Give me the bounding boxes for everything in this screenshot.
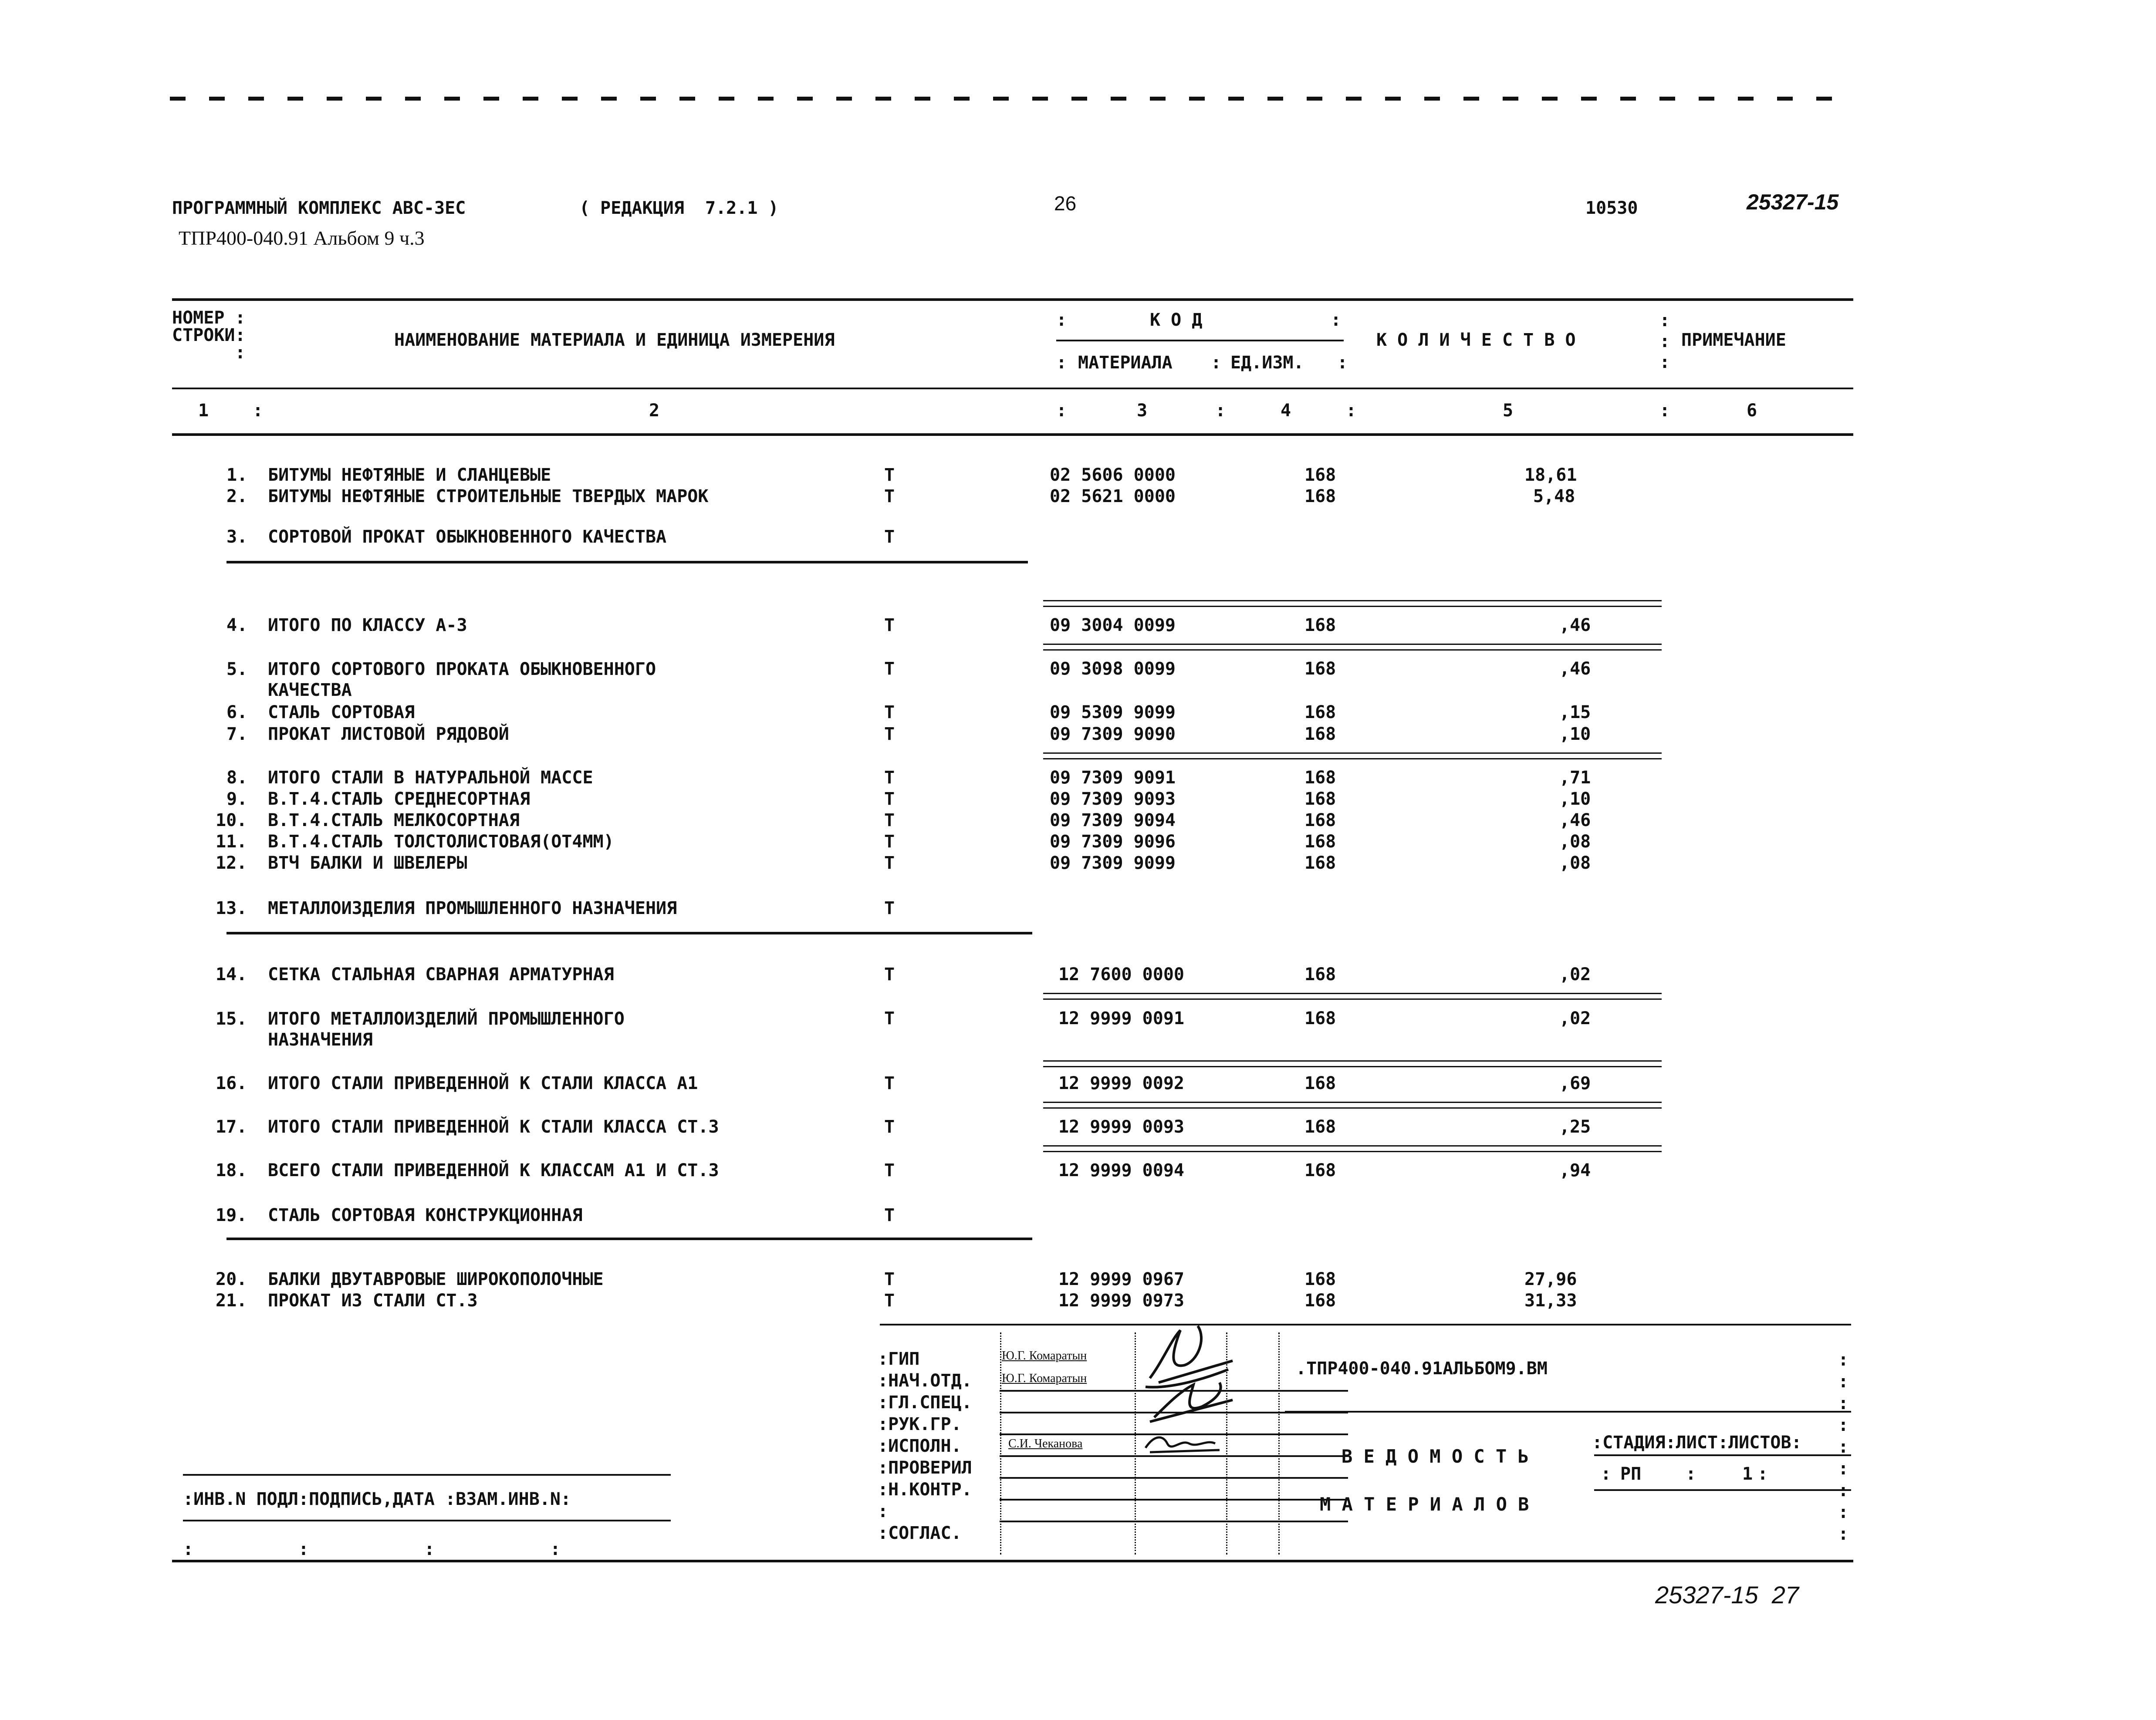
row-qty: ,46	[1559, 810, 1591, 830]
section-rule	[226, 1238, 1032, 1240]
row-ed: 168	[1304, 853, 1336, 873]
total-separator	[1043, 600, 1662, 607]
row-unit: Т	[884, 702, 895, 722]
row-ed: 168	[1304, 832, 1336, 852]
row-code: 12 9999 0093	[1058, 1117, 1184, 1137]
stamp-role: :СОГЛАС.	[878, 1523, 962, 1543]
row-name: ВТЧ БАЛКИ И ШВЕЛЕРЫ	[268, 853, 467, 873]
row-name: ИТОГО СОРТОВОГО ПРОКАТА ОБЫКНОВЕННОГО КАЧЕСТВА	[268, 659, 656, 700]
row-code: 09 7309 9099	[1050, 853, 1176, 873]
stamp-role: :РУК.ГР.	[878, 1414, 962, 1434]
row-code: 12 7600 0000	[1058, 965, 1184, 985]
row-number: 4.	[226, 615, 248, 635]
col-index-sep-4: :	[1346, 401, 1357, 421]
row-number: 9.	[226, 789, 248, 809]
row-ed: 168	[1304, 615, 1336, 635]
section-rule	[226, 932, 1032, 934]
row-ed: 168	[1304, 659, 1336, 679]
row-name: ИТОГО СТАЛИ ПРИВЕДЕННОЙ К СТАЛИ КЛАССА СТ.3	[268, 1117, 719, 1137]
row-unit: Т	[884, 1008, 895, 1029]
table-top-rule	[172, 298, 1853, 301]
row-code: 09 7309 9096	[1050, 832, 1176, 852]
inventory-top-rule	[183, 1474, 671, 1476]
row-code: 02 5606 0000	[1050, 465, 1176, 485]
sheet-value: 1	[1742, 1464, 1753, 1484]
page-number: 26	[1054, 192, 1077, 215]
row-ed: 168	[1304, 768, 1336, 788]
col-code-colon-3: :	[1211, 353, 1222, 373]
total-separator	[1043, 752, 1662, 759]
stamp-col	[1278, 1332, 1280, 1555]
row-number: 18.	[216, 1160, 247, 1180]
stamp-sign-line	[1000, 1499, 1348, 1501]
row-name: ВСЕГО СТАЛИ ПРИВЕДЕННОЙ К КЛАССАМ А1 И СТ.3	[268, 1160, 719, 1180]
row-qty: ,02	[1559, 965, 1591, 985]
row-unit: Т	[884, 1269, 895, 1289]
stamp-bottom-rule	[172, 1560, 1853, 1562]
row-qty: ,02	[1559, 1008, 1591, 1029]
signature-komaratyn-1	[1132, 1313, 1246, 1430]
row-qty: 18,61	[1524, 465, 1577, 485]
col-code-header: К О Д	[1150, 310, 1203, 330]
row-number: 8.	[226, 768, 248, 788]
row-qty: ,25	[1559, 1117, 1591, 1137]
row-name: В.Т.4.СТАЛЬ МЕЛКОСОРТНАЯ	[268, 810, 520, 830]
program-title: ПРОГРАММНЫЙ КОМПЛЕКС АВС-3ЕС	[172, 198, 466, 218]
stamp-role: :Н.КОНТР.	[878, 1480, 972, 1500]
row-name: ИТОГО СТАЛИ В НАТУРАЛЬНОЙ МАССЕ	[268, 768, 593, 788]
sheet-title-2: М А Т Е Р И А Л О В	[1320, 1494, 1529, 1515]
stamp-role: :ИСПОЛН.	[878, 1436, 962, 1456]
col-code-colon-right: :	[1331, 310, 1342, 330]
row-number: 17.	[216, 1117, 247, 1137]
sheet-sep: :	[1757, 1464, 1768, 1484]
inventory-header: :ИНВ.N ПОДЛ:ПОДПИСЬ,ДАТА :ВЗАМ.ИНВ.N:	[183, 1489, 571, 1509]
stamp-name-ispoln: С.И. Чеканова	[1008, 1437, 1083, 1450]
row-name: ИТОГО СТАЛИ ПРИВЕДЕННОЙ К СТАЛИ КЛАССА А1	[268, 1073, 698, 1093]
stage-rule-2	[1594, 1489, 1851, 1491]
row-number: 6.	[226, 702, 248, 722]
sheet-title-1: В Е Д О М О С Т Ь	[1342, 1446, 1529, 1467]
row-unit: Т	[884, 832, 895, 852]
total-separator	[1043, 1102, 1662, 1109]
col-code-colon-4: :	[1337, 353, 1348, 373]
row-unit: Т	[884, 898, 895, 918]
handwritten-code: 25327-15	[1747, 190, 1839, 214]
row-unit: Т	[884, 789, 895, 809]
stamp-role: :ГЛ.СПЕЦ.	[878, 1393, 972, 1413]
stamp-role: :	[878, 1501, 889, 1521]
row-number: 10.	[216, 810, 247, 830]
col-name-header: НАИМЕНОВАНИЕ МАТЕРИАЛА И ЕДИНИЦА ИЗМЕРЕНИЯ	[394, 330, 835, 350]
row-name: БАЛКИ ДВУТАВРОВЫЕ ШИРОКОПОЛОЧНЫЕ	[268, 1269, 604, 1289]
col-index-sep-1: :	[253, 401, 264, 421]
row-code: 12 9999 0973	[1058, 1291, 1184, 1311]
col-index-4: 4	[1281, 401, 1291, 421]
row-unit: Т	[884, 1117, 895, 1137]
row-qty: ,94	[1559, 1160, 1591, 1180]
col-material-header: МАТЕРИАЛА	[1078, 353, 1173, 373]
inventory-mid-rule	[183, 1520, 671, 1521]
row-qty: ,08	[1559, 853, 1591, 873]
row-name: ПРОКАТ ЛИСТОВОЙ РЯДОВОЙ	[268, 724, 509, 744]
row-ed: 168	[1304, 1291, 1336, 1311]
row-code: 09 7309 9091	[1050, 768, 1176, 788]
stamp-sign-line	[1000, 1521, 1348, 1522]
col-unit-header: ЕД.ИЗМ.	[1230, 353, 1304, 373]
stage-header: :СТАДИЯ:ЛИСТ:ЛИСТОВ:	[1592, 1433, 1802, 1453]
row-code: 09 3004 0099	[1050, 615, 1176, 635]
stamp-doc-rule	[1285, 1411, 1851, 1413]
header-mid-rule	[172, 388, 1853, 389]
col-code-colon-2: :	[1056, 353, 1067, 373]
col-index-1: 1	[198, 401, 209, 421]
row-ed: 168	[1304, 965, 1336, 985]
row-unit: Т	[884, 615, 895, 635]
row-unit: Т	[884, 853, 895, 873]
row-number: 12.	[216, 853, 247, 873]
row-unit: Т	[884, 527, 895, 547]
row-name: СОРТОВОЙ ПРОКАТ ОБЫКНОВЕННОГО КАЧЕСТВА	[268, 527, 667, 547]
stage-colon: :	[1601, 1464, 1612, 1484]
row-qty: 27,96	[1524, 1269, 1577, 1289]
row-number: 15.	[216, 1009, 247, 1029]
stamp-top-rule	[880, 1324, 1851, 1325]
signature-chekanova	[1141, 1430, 1224, 1457]
inventory-row: : : : :	[183, 1539, 561, 1559]
row-qty: ,15	[1559, 702, 1591, 722]
row-unit: Т	[884, 1160, 895, 1180]
row-qty: ,69	[1559, 1073, 1591, 1093]
row-unit: Т	[884, 965, 895, 985]
stamp-role: :ПРОВЕРИЛ	[878, 1458, 972, 1478]
col-note-header: ПРИМЕЧАНИЕ	[1681, 330, 1786, 350]
row-name: БИТУМЫ НЕФТЯНЫЕ СТРОИТЕЛЬНЫЕ ТВЕРДЫХ МАРОК	[268, 486, 709, 506]
stamp-role: :НАЧ.ОТД.	[878, 1371, 972, 1391]
row-ed: 168	[1304, 789, 1336, 809]
col-num-header: НОМЕР : СТРОКИ: :	[172, 308, 246, 363]
row-code: 12 9999 0092	[1058, 1073, 1184, 1093]
row-number: 3.	[226, 527, 248, 547]
row-name: В.Т.4.СТАЛЬ ТОЛСТОЛИСТОВАЯ(ОТ4ММ)	[268, 832, 614, 852]
row-ed: 168	[1304, 702, 1336, 722]
row-code: 09 3098 0099	[1050, 659, 1176, 679]
row-ed: 168	[1304, 1073, 1336, 1093]
row-name: ПРОКАТ ИЗ СТАЛИ СТ.3	[268, 1291, 478, 1311]
row-qty: ,46	[1559, 615, 1591, 635]
stamp-name-gip: Ю.Г. Комаратын	[1002, 1349, 1087, 1363]
row-unit: Т	[884, 724, 895, 744]
row-code: 12 9999 0094	[1058, 1160, 1184, 1180]
total-separator	[1043, 1145, 1662, 1152]
row-unit: Т	[884, 1291, 895, 1311]
total-separator	[1043, 644, 1662, 651]
row-code: 12 9999 0091	[1058, 1008, 1184, 1029]
col-index-5: 5	[1503, 401, 1514, 421]
handwritten-footer-note: 25327-15 27	[1655, 1581, 1799, 1609]
row-code: 12 9999 0967	[1058, 1269, 1184, 1289]
col-qty-header: К О Л И Ч Е С Т В О	[1376, 330, 1576, 350]
header-bottom-rule	[172, 433, 1853, 436]
col-note-colons: : : :	[1659, 310, 1670, 372]
row-name: В.Т.4.СТАЛЬ СРЕДНЕСОРТНАЯ	[268, 789, 531, 809]
stamp-col	[1000, 1332, 1001, 1555]
row-qty: ,46	[1559, 659, 1591, 679]
row-qty: ,10	[1559, 789, 1591, 809]
row-number: 21.	[216, 1291, 247, 1311]
row-qty: ,08	[1559, 832, 1591, 852]
row-number: 14.	[216, 965, 247, 985]
row-code: 09 7309 9093	[1050, 789, 1176, 809]
col-index-3: 3	[1137, 401, 1148, 421]
stage-sep: :	[1686, 1464, 1696, 1484]
row-number: 16.	[216, 1073, 247, 1093]
row-name: СТАЛЬ СОРТОВАЯ	[268, 702, 415, 722]
row-name: ИТОГО ПО КЛАССУ А-3	[268, 615, 467, 635]
stage-value: РП	[1620, 1464, 1642, 1484]
row-code: 09 7309 9090	[1050, 724, 1176, 744]
row-name: БИТУМЫ НЕФТЯНЫЕ И СЛАНЦЕВЫЕ	[268, 465, 551, 485]
row-number: 20.	[216, 1269, 247, 1289]
code-10530: 10530	[1585, 198, 1638, 218]
row-number: 13.	[216, 898, 247, 918]
stamp-role: :ГИП	[878, 1349, 920, 1369]
row-name: МЕТАЛЛОИЗДЕЛИЯ ПРОМЫШЛЕННОГО НАЗНАЧЕНИЯ	[268, 898, 677, 918]
row-number: 19.	[216, 1205, 247, 1225]
row-ed: 168	[1304, 1160, 1336, 1180]
total-separator	[1043, 1060, 1662, 1067]
row-ed: 168	[1304, 810, 1336, 830]
row-ed: 168	[1304, 1269, 1336, 1289]
stamp-name-nach: Ю.Г. Комаратын	[1002, 1372, 1087, 1385]
edition-label: ( РЕДАКЦИЯ 7.2.1 )	[579, 198, 779, 218]
col-index-sep-3: :	[1215, 401, 1226, 421]
row-number: 5.	[226, 659, 248, 679]
row-qty: ,10	[1559, 724, 1591, 744]
row-code: 02 5621 0000	[1050, 486, 1176, 506]
row-unit: Т	[884, 1205, 895, 1225]
col-index-sep-2: :	[1056, 401, 1067, 421]
row-number: 2.	[226, 486, 248, 506]
stamp-sign-line	[1000, 1477, 1348, 1479]
col-index-sep-5: :	[1659, 401, 1670, 421]
row-unit: Т	[884, 810, 895, 830]
row-number: 11.	[216, 832, 247, 852]
row-qty: 31,33	[1524, 1291, 1577, 1311]
album-label: ТПР400-040.91 Альбом 9 ч.3	[179, 227, 425, 249]
row-number: 7.	[226, 724, 248, 744]
total-separator	[1043, 993, 1662, 1000]
row-ed: 168	[1304, 1117, 1336, 1137]
row-name: СТАЛЬ СОРТОВАЯ КОНСТРУКЦИОННАЯ	[268, 1205, 583, 1225]
row-ed: 168	[1304, 724, 1336, 744]
row-unit: Т	[884, 1073, 895, 1093]
row-qty: ,71	[1559, 768, 1591, 788]
stage-rule	[1594, 1454, 1851, 1456]
row-unit: Т	[884, 768, 895, 788]
stamp-right-colons: : : : : : : : : :	[1838, 1350, 1849, 1544]
row-code: 09 7309 9094	[1050, 810, 1176, 830]
row-number: 1.	[226, 465, 248, 485]
row-unit: Т	[884, 465, 895, 485]
doc-code: .ТПР400-040.91АЛЬБОМ9.ВМ	[1296, 1359, 1548, 1379]
row-unit: Т	[884, 486, 895, 506]
row-qty: 5,48	[1533, 486, 1575, 506]
col-index-2: 2	[649, 401, 660, 421]
row-ed: 168	[1304, 486, 1336, 506]
row-unit: Т	[884, 659, 895, 679]
row-code: 09 5309 9099	[1050, 702, 1176, 722]
row-ed: 168	[1304, 465, 1336, 485]
col-code-colon: :	[1056, 310, 1067, 330]
section-rule	[226, 561, 1028, 563]
code-split-rule	[1056, 340, 1344, 341]
row-name: ИТОГО МЕТАЛЛОИЗДЕЛИЙ ПРОМЫШЛЕННОГО НАЗНАЧЕНИЯ	[268, 1009, 625, 1050]
row-ed: 168	[1304, 1008, 1336, 1029]
col-index-6: 6	[1747, 401, 1757, 421]
row-name: СЕТКА СТАЛЬНАЯ СВАРНАЯ АРМАТУРНАЯ	[268, 965, 614, 985]
